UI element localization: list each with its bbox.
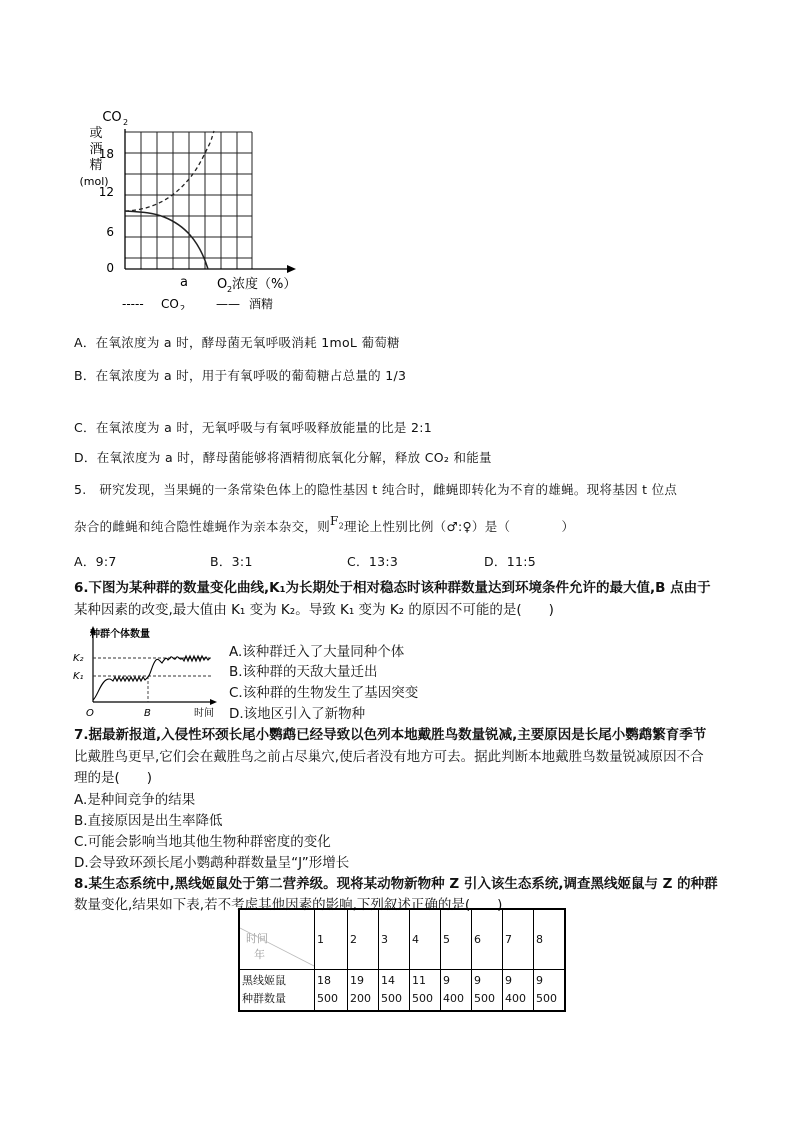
value-cell [410,969,441,1011]
population-curve-figure [72,624,222,720]
fig2-x-label: 时间 [194,708,214,719]
fig1-xlabel-o: O [217,277,228,292]
value-bottom: 500 [412,991,433,1005]
fig1-ylabel-co: CO [102,110,122,125]
year-cell: 5 [441,909,472,969]
q7-stem-line3: 理的是( ) [74,770,153,786]
fig2-origin: O [86,708,94,719]
q7-option-b: B.直接原因是出生率降低 [74,813,223,829]
fig1-alcohol-curve [125,211,208,269]
value-bottom: 500 [536,991,557,1005]
q5-f2 [330,514,345,531]
value-cell [472,969,503,1011]
value-cell [441,969,472,1011]
value-cell [315,969,348,1011]
year-cell: 4 [410,909,441,969]
q6-option-c: C.该种群的生物发生了基因突变 [229,685,419,701]
row-label-cell [239,969,315,1011]
co2-alcohol-figure [74,105,324,310]
fig1-ytick-6: 6 [106,225,114,239]
value-top: 9 [474,973,481,987]
row-label-line2: 种群数量 [242,991,286,1005]
fig2-population-curve [93,656,210,700]
q7-stem-line1: 7.据最新报道,入侵性环颈长尾小鹦鹉已经导致以色列本地戴胜鸟数量锐减,主要原因是长尾小鹦鹉繁育季节 [74,727,707,743]
q4-option-b: B．在氧浓度为 a 时，用于有氧呼吸的葡萄糖占总量的 1/3 [74,368,407,383]
fig2-k1-label: K₁ [73,671,84,682]
value-bottom: 500 [317,991,338,1005]
year-cell: 8 [534,909,566,969]
table-corner-cell [239,909,315,969]
corner-year: 年 [254,948,265,961]
q8-stem-line1: 8.某生态系统中,黑线姬鼠处于第二营养级。现将某动物新物种 Z 引入该生态系统,调查黑线姬鼠与 Z 的种群 [74,876,718,892]
fig1-ytick-18: 18 [98,147,114,161]
q4-option-d: D．在氧浓度为 a 时，酵母菌能够将酒精彻底氧化分解，释放 CO₂ 和能量 [74,450,492,465]
fig1-grid [125,132,252,269]
q5-stem-line1: 5. 研究发现，当果蝇的一条常染色体上的隐性基因 t 纯合时，雌蝇即转化为不育的雄蝇。现将基因 t 位点 [74,482,678,497]
fig1-ytick-0: 0 [106,261,114,275]
population-table [238,908,566,1012]
fig2-b-tick: B [144,708,151,719]
value-top: 9 [536,973,543,987]
corner-diagonal [240,910,314,970]
q4-option-a: A．在氧浓度为 a 时，酵母菌无氧呼吸消耗 1moL 葡萄糖 [74,335,400,350]
fig1-legend-solid: —— [216,297,240,310]
fig1-legend-co2-sub: 2 [180,304,186,310]
fig2-x-arrow [210,699,217,705]
fig1-xlabel-sub: 2 [227,285,233,294]
value-bottom: 400 [505,991,526,1005]
corner-time: 时间 [246,932,268,945]
q6-stem-line1: 6.下图为某种群的数量变化曲线,K₁为长期处于相对稳态时该种群数量达到环境条件允许的最大值,B 点由于 [74,580,711,596]
value-cell [503,969,534,1011]
year-cell: 7 [503,909,534,969]
q6-option-d: D.该地区引入了新物种 [229,706,366,722]
year-cell: 6 [472,909,503,969]
fig1-xlabel-rest: 浓度（%） [232,277,297,292]
value-bottom: 200 [350,991,371,1005]
q6-option-b: B.该种群的天敌大量迁出 [229,664,378,680]
table-header-row [239,909,565,969]
value-top: 9 [443,973,450,987]
year-cell: 2 [348,909,379,969]
value-top: 9 [505,973,512,987]
fig1-xtick-a: a [180,275,188,290]
q7-option-d: D.会导致环颈长尾小鹦鹉种群数量呈“J”形增长 [74,855,350,871]
q6-stem-line2: 某种因素的改变,最大值由 K₁ 变为 K₂。导致 K₁ 变为 K₂ 的原因不可能的是( ) [74,602,554,618]
fig2-k2-label: K₂ [73,653,84,664]
value-top: 11 [412,973,426,987]
value-bottom: 500 [381,991,402,1005]
q5-option-c: C．13:3 [347,554,399,569]
q5-stem-line2 [74,514,575,536]
value-top: 14 [381,973,395,987]
fig1-co2-curve [125,131,214,211]
q7-option-a: A.是种间竞争的结果 [74,792,196,808]
fig1-legend-alcohol: 酒精 [249,297,274,310]
value-cell [534,969,566,1011]
q6-option-a: A.该种群迁入了大量同种个体 [229,644,405,660]
value-cell [379,969,410,1011]
q5-option-a: A．9:7 [74,554,117,569]
value-top: 19 [350,973,364,987]
fig1-ylabel-unit: (mol) [79,175,109,188]
fig2-title: 种群个体数量 [90,629,150,640]
fig1-ylabel-co-sub: 2 [123,118,129,127]
q5-f2-letter: F [330,514,339,528]
year-cell: 3 [379,909,410,969]
fig1-x-arrow [287,265,296,273]
table-row [239,969,565,1011]
q5-option-d: D．11:5 [484,554,536,569]
q5-stem-text-b: 理论上性别比例（♂:♀）是（ ） [344,519,575,534]
year-cell: 1 [315,909,348,969]
q5-stem-text-a: 杂合的雌蝇和纯合隐性雄蝇作为亲本杂交，则 [74,519,331,534]
fig1-ylabel-alc2: 精 [89,158,103,173]
q7-stem-line2: 比戴胜鸟更早,它们会在戴胜鸟之前占尽巢穴,使后者没有地方可去。据此判断本地戴胜鸟数量锐减原因不合 [74,749,704,765]
value-bottom: 500 [474,991,495,1005]
q8-stem-line2: 数量变化,结果如下表,若不考虑其他因素的影响,下列叙述正确的是( ) [74,897,503,913]
value-bottom: 400 [443,991,464,1005]
fig1-legend-dash: ----- [122,297,144,310]
fig1-legend-co2: CO [161,297,179,310]
fig1-ylabel-or: 或 [89,126,103,141]
value-top: 18 [317,973,331,987]
value-cell [348,969,379,1011]
q7-option-c: C.可能会影响当地其他生物种群密度的变化 [74,834,331,850]
fig1-ytick-12: 12 [98,185,114,199]
fig1-ylabel-alc1: 酒 [89,142,103,157]
q4-option-c: C．在氧浓度为 a 时，无氧呼吸与有氧呼吸释放能量的比是 2:1 [74,420,433,435]
q5-option-b: B．3:1 [210,554,253,569]
row-label-line1: 黑线姬鼠 [242,973,286,987]
q5-f2-sub: 2 [338,521,345,531]
